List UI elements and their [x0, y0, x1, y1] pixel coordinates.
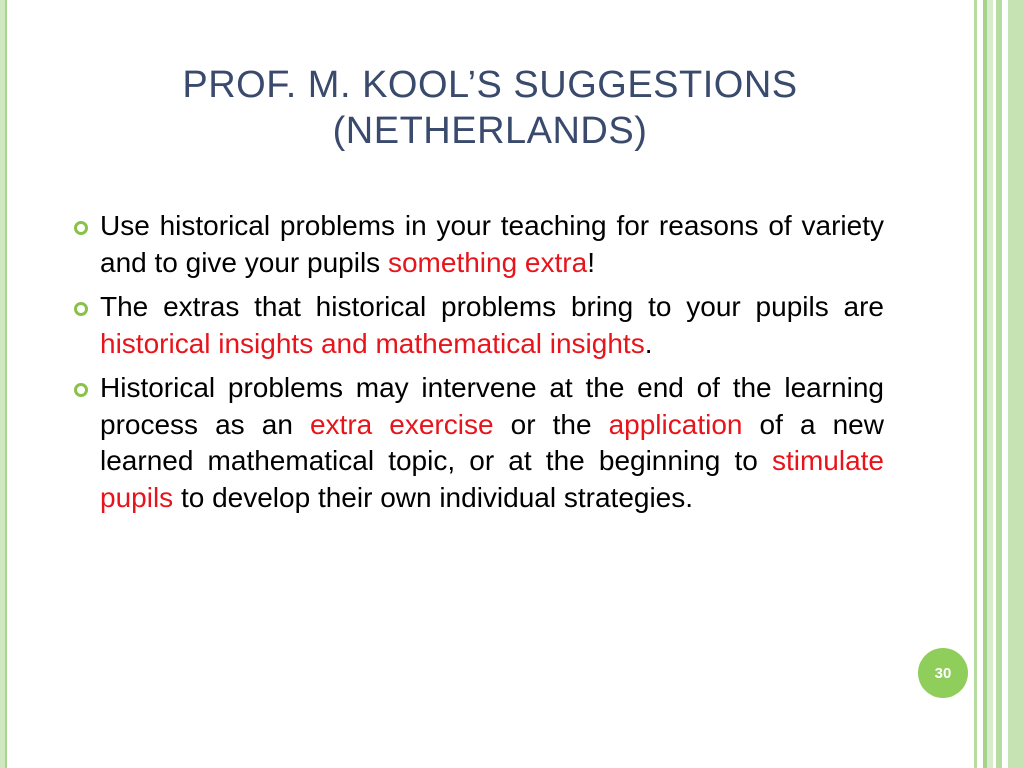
bullet-text: Historical problems may intervene at the end of the learning process as an — [100, 372, 884, 440]
highlighted-phrase: historical insights and mathematical insights — [100, 327, 645, 359]
left-border-decoration — [0, 0, 7, 768]
highlighted-phrase: application — [608, 408, 743, 440]
page-number: 30 — [934, 664, 952, 682]
ring-bullet-icon — [74, 302, 88, 316]
bullet-text: to develop their own individual strategies. — [173, 481, 694, 513]
bullet-item — [70, 208, 884, 281]
slide-title — [60, 62, 920, 154]
bullet-text: ! — [587, 246, 595, 278]
highlighted-phrase: extra exercise — [309, 408, 494, 440]
bullet-item — [70, 370, 884, 516]
slide-title-line-2: (NETHERLANDS) — [332, 110, 648, 152]
bullet-text: The extras that historical problems bring to your pupils are — [100, 291, 884, 322]
bullet-list — [70, 208, 884, 524]
right-stripe-decoration — [974, 0, 1024, 768]
bullet-text: or the — [493, 408, 609, 440]
highlighted-phrase: stimulate pupils — [100, 445, 884, 513]
bullet-item — [70, 289, 884, 362]
bullet-text: Use historical problems in your teaching for reasons of variety and to give your pupils — [100, 210, 884, 278]
ring-bullet-icon — [74, 383, 88, 397]
slide-title-line-1: PROF. M. KOOL’S SUGGESTIONS — [182, 64, 798, 106]
ring-bullet-icon — [74, 221, 88, 235]
bullet-text: of a new learned mathematical topic, or at the beginning to — [100, 408, 884, 476]
page-number-badge — [918, 648, 968, 698]
highlighted-phrase: something extra — [387, 246, 588, 278]
bullet-text: . — [644, 327, 653, 359]
